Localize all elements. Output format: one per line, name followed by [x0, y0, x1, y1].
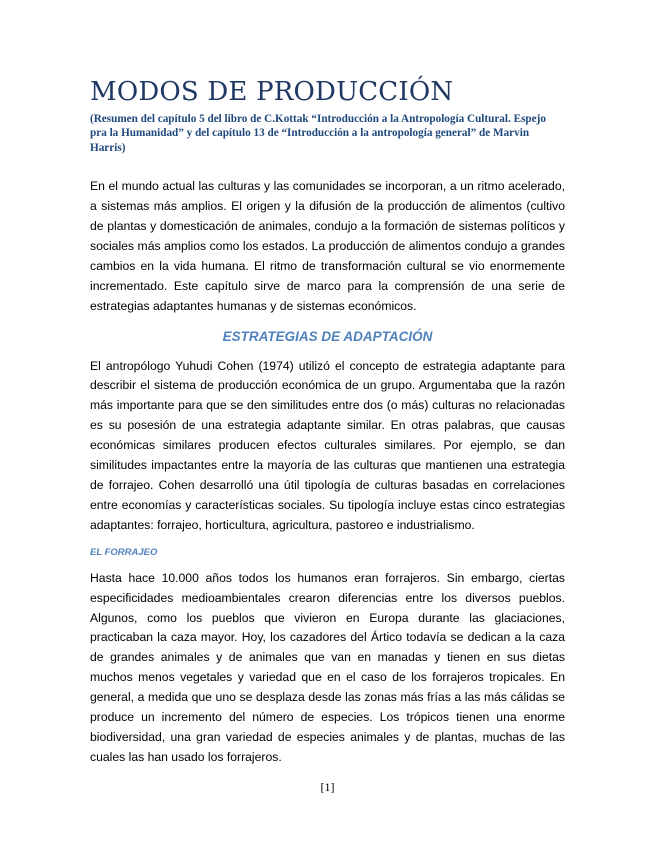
intro-paragraph: En el mundo actual las culturas y las comunidades se incorporan, a un ritmo acelerado, a sistemas más amplios. El origen y la difusión de la producción de alimentos (cultivo de plantas y domesticación de animales, condujo a la formación de sistemas políticos y sociales más amplios como los estados. La producción de alimentos condujo a grandes cambios en la vida humana. El ritmo de transformación cultural se vio enormemente incrementado. Este capítulo sirve de marco para la comprensión de una serie de estrategias adaptantes humanas y de sistemas económicos.: [90, 179, 565, 313]
document-subtitle: (Resumen del capítulo 5 del libro de C.Kottak “Introducción a la Antropología Cultural. Espejo pra la Humanidad” y del capítulo 13 de “Introducción a la antropología general” de Marvin Harris): [90, 113, 546, 154]
page-number: [1]: [320, 780, 335, 794]
page-title: MODOS DE PRODUCCIÓN: [90, 77, 454, 107]
estrategias-paragraph: El antropólogo Yuhudi Cohen (1974) utilizó el concepto de estrategia adaptante para describir el sistema de producción económica de un grupo. Argumentaba que la razón más importante para que se den similitudes entre dos (o más) culturas no relacionadas es su posesión de una estrategia adaptante similar. En otras palabras, que causas económicas similares producen efectos culturales similares. Por ejemplo, se dan similitudes impactantes entre la mayoría de las culturas que mantienen una estrategia de forrajeo. Cohen desarrolló una útil tipología de culturas basadas en correlaciones entre economías y características sociales. Su tipología incluye estas cinco estrategias adaptantes: forrajeo, horticultura, agricultura, pastoreo e industrialismo.: [90, 358, 565, 532]
page-content: [90, 76, 565, 778]
section-heading-estrategias: ESTRATEGIAS DE ADAPTACIÓN: [222, 328, 433, 344]
forrajeo-paragraph: Hasta hace 10.000 años todos los humanos eran forrajeros. Sin embargo, ciertas especificidades medioambientales crearon diferencias entre los diversos pueblos. Algunos, como los pueblos que vivieron en Europa durante las glaciaciones, practicaban la caza mayor. Hoy, los cazadores del Ártico todavía se dedican a la caza de grandes animales y de animales que van en manadas y tienen en sus dietas muchos menos vegetales y variedad que en el caso de los forrajeros tropicales. En general, a medida que uno se desplaza desde las zonas más frías a las más cálidas se produce un incremento del número de especies. Los trópicos tienen una enorme biodiversidad, una gran variedad de especies animales y de plantas, muchas de las cuales las han usado los forrajeros.: [90, 570, 565, 764]
subheading-forrajeo: EL FORRAJEO: [90, 546, 158, 558]
